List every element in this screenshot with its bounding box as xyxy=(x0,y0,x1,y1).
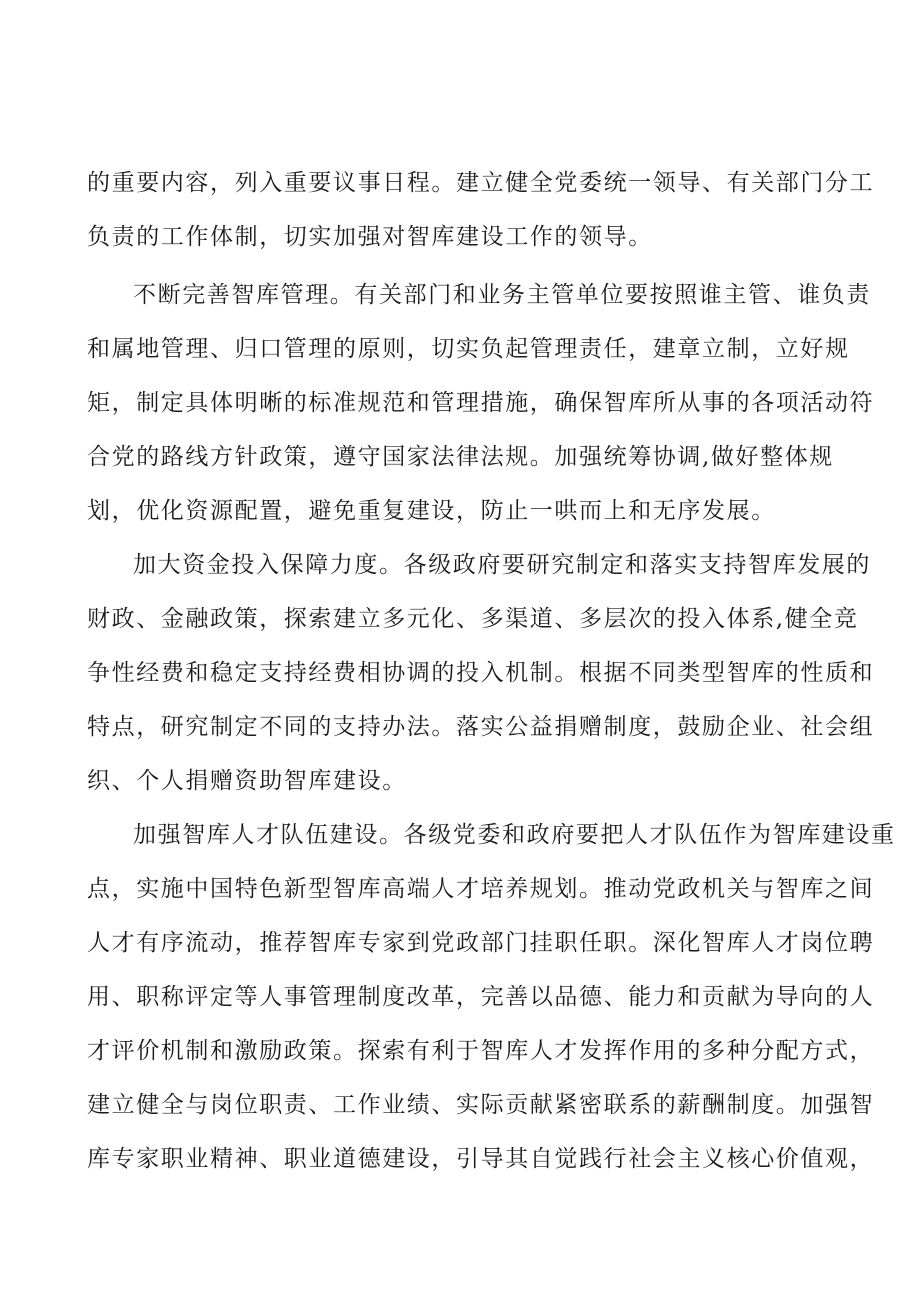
paragraph-first-line: 不断完善智库管理。有关部门和业务主管单位要按照谁主管、谁负责 xyxy=(133,282,871,308)
paragraph-line: 划，优化资源配置，避免重复建设，防止一哄而上和无序发展。 xyxy=(87,498,776,524)
paragraph-line: 点，实施中国特色新型智库高端人才培养规划。推动党政机关与智库之间 xyxy=(87,876,875,902)
paragraph-line: 财政、金融政策，探索建立多元化、多渠道、多层次的投入体系,健全竞 xyxy=(87,606,859,632)
paragraph-line: 负责的工作体制，切实加强对智库建设工作的领导。 xyxy=(87,224,653,250)
paragraph-first-line: 加大资金投入保障力度。各级政府要研究制定和落实支持智库发展的 xyxy=(133,552,871,578)
paragraph-line: 和属地管理、归口管理的原则，切实负起管理责任，建章立制，立好规 xyxy=(87,336,850,362)
paragraph-first-line: 加强智库人才队伍建设。各级党委和政府要把人才队伍作为智库建设重 xyxy=(133,822,896,848)
paragraph-line: 特点，研究制定不同的支持办法。落实公益捐赠制度，鼓励企业、社会组 xyxy=(87,714,875,740)
paragraph-line: 人才有序流动，推荐智库专家到党政部门挂职任职。深化智库人才岗位聘 xyxy=(87,930,875,956)
paragraph-line: 织、个人捐赠资助智库建设。 xyxy=(87,768,407,794)
paragraph-line: 矩，制定具体明晰的标准规范和管理措施，确保智库所从事的各项活动符 xyxy=(87,390,875,416)
paragraph-line: 争性经费和稳定支持经费相协调的投入机制。根据不同类型智库的性质和 xyxy=(87,660,875,686)
paragraph-line: 才评价机制和激励政策。探索有利于智库人才发挥作用的多种分配方式， xyxy=(87,1038,875,1064)
paragraph-line: 建立健全与岗位职责、工作业绩、实际贡献紧密联系的薪酬制度。加强智 xyxy=(87,1092,875,1118)
paragraph-line: 合党的路线方针政策，遵守国家法律法规。加强统筹协调,做好整体规 xyxy=(87,444,834,470)
paragraph-line: 用、职称评定等人事管理制度改革，完善以品德、能力和贡献为导向的人 xyxy=(87,984,875,1010)
paragraph-line: 的重要内容，列入重要议事日程。建立健全党委统一领导、有关部门分工 xyxy=(87,170,875,196)
paragraph-line: 库专家职业精神、职业道德建设，引导其自觉践行社会主义核心价值观， xyxy=(87,1146,875,1172)
